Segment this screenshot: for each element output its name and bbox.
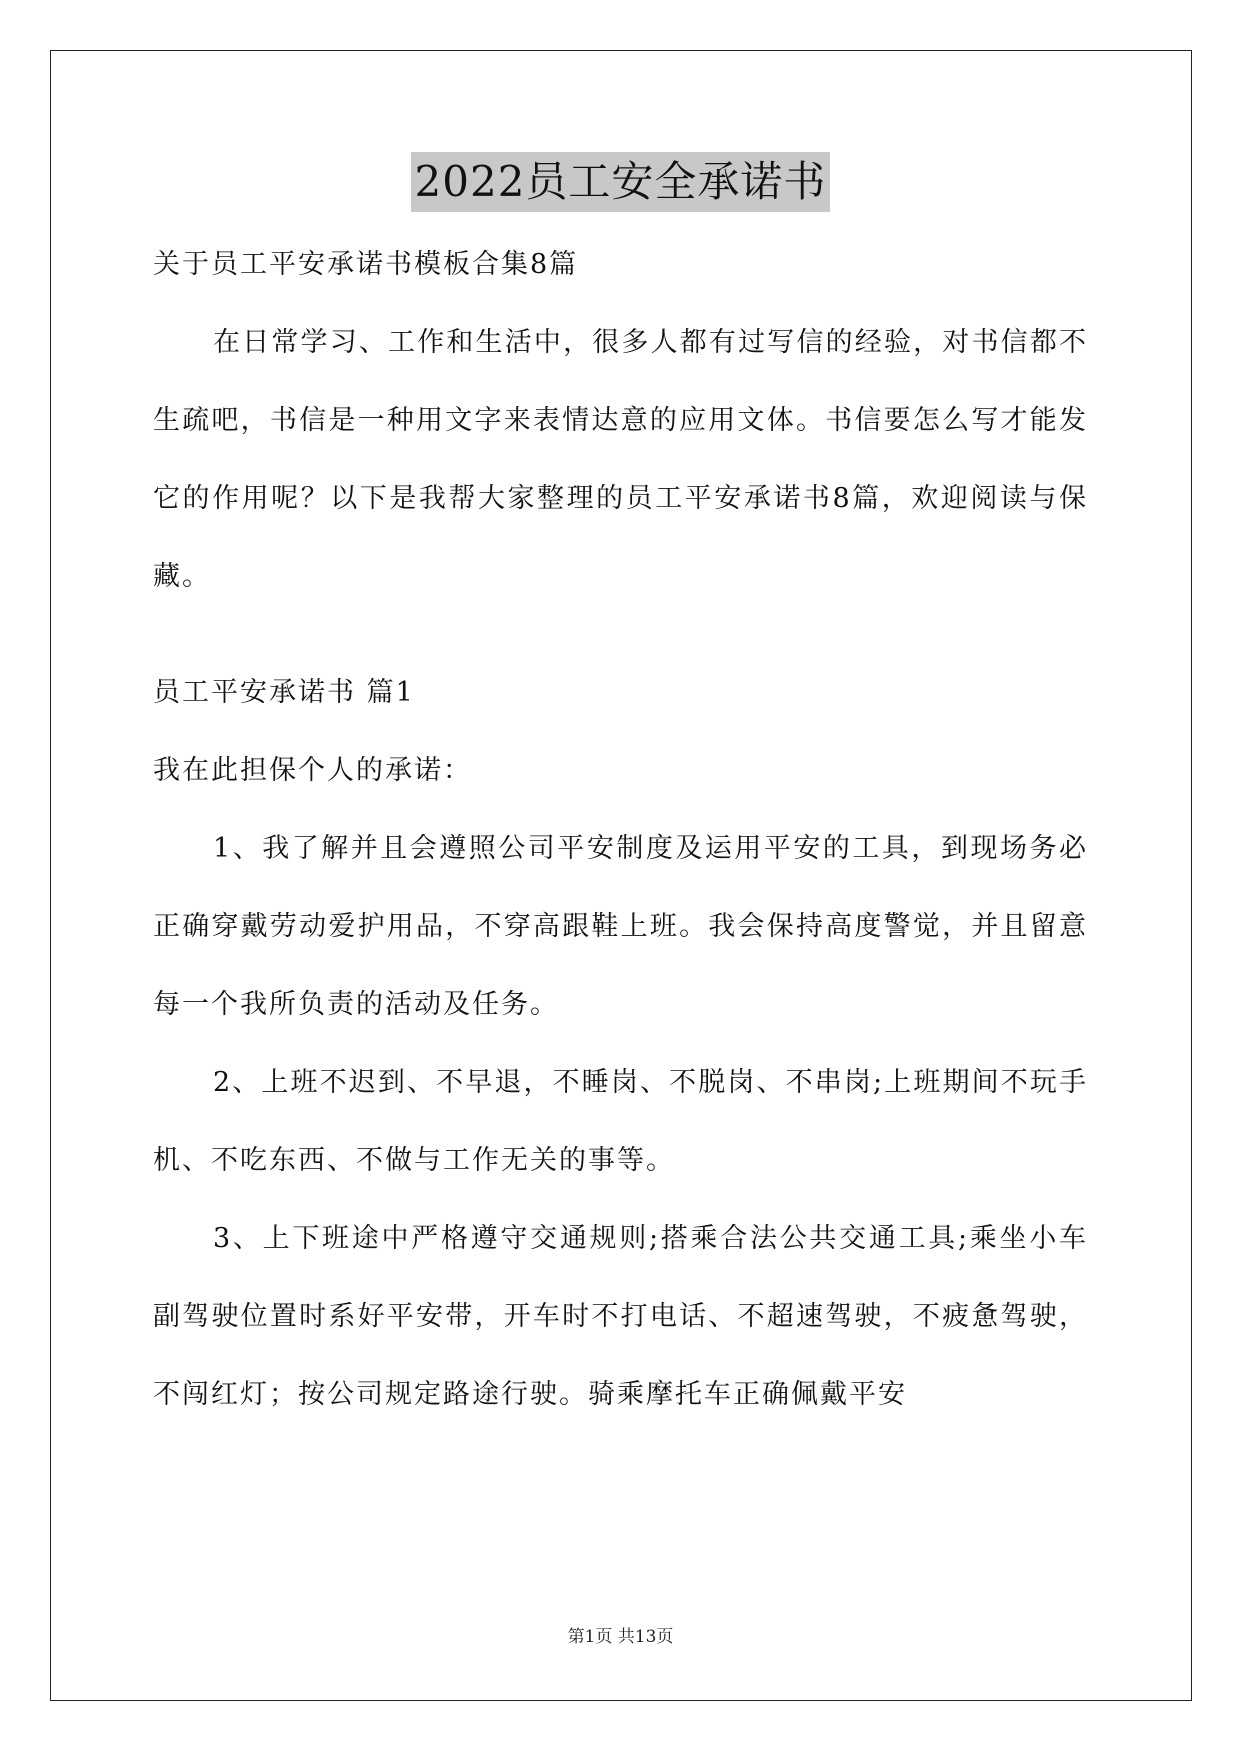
pledge-item: 2、上班不迟到、不早退，不睡岗、不脱岗、不串岗;上班期间不玩手机、不吃东西、不做与工作无关的事等。 bbox=[153, 1067, 1088, 1176]
document-body bbox=[153, 226, 1088, 1434]
document-title: 2022员工安全承诺书 bbox=[411, 152, 831, 212]
title-container bbox=[0, 152, 1241, 212]
pledge-intro: 我在此担保个人的承诺： bbox=[153, 755, 472, 786]
page-number: 第1页 共13页 bbox=[567, 1627, 674, 1647]
intro-paragraph: 在日常学习、工作和生活中，很多人都有过写信的经验，对书信都不生疏吧，书信是一种用文字来表情达意的应用文体。书信要怎么写才能发它的作用呢？以下是我帮大家整理的员工平安承诺书8篇，欢迎阅读与保藏。 bbox=[153, 327, 1088, 592]
pledge-item: 1、我了解并且会遵照公司平安制度及运用平安的工具，到现场务必正确穿戴劳动爱护用品，不穿高跟鞋上班。我会保持高度警觉，并且留意每一个我所负责的活动及任务。 bbox=[153, 833, 1088, 1020]
document-subtitle: 关于员工平安承诺书模板合集8篇 bbox=[153, 249, 579, 280]
section-spacer bbox=[153, 616, 1088, 654]
section-heading: 员工平安承诺书 篇1 bbox=[153, 677, 415, 708]
pledge-item: 3、上下班途中严格遵守交通规则;搭乘合法公共交通工具;乘坐小车副驾驶位置时系好平安带，开车时不打电话、不超速驾驶，不疲惫驾驶，不闯红灯；按公司规定路途行驶。骑乘摩托车正确佩戴平安 bbox=[153, 1223, 1088, 1410]
